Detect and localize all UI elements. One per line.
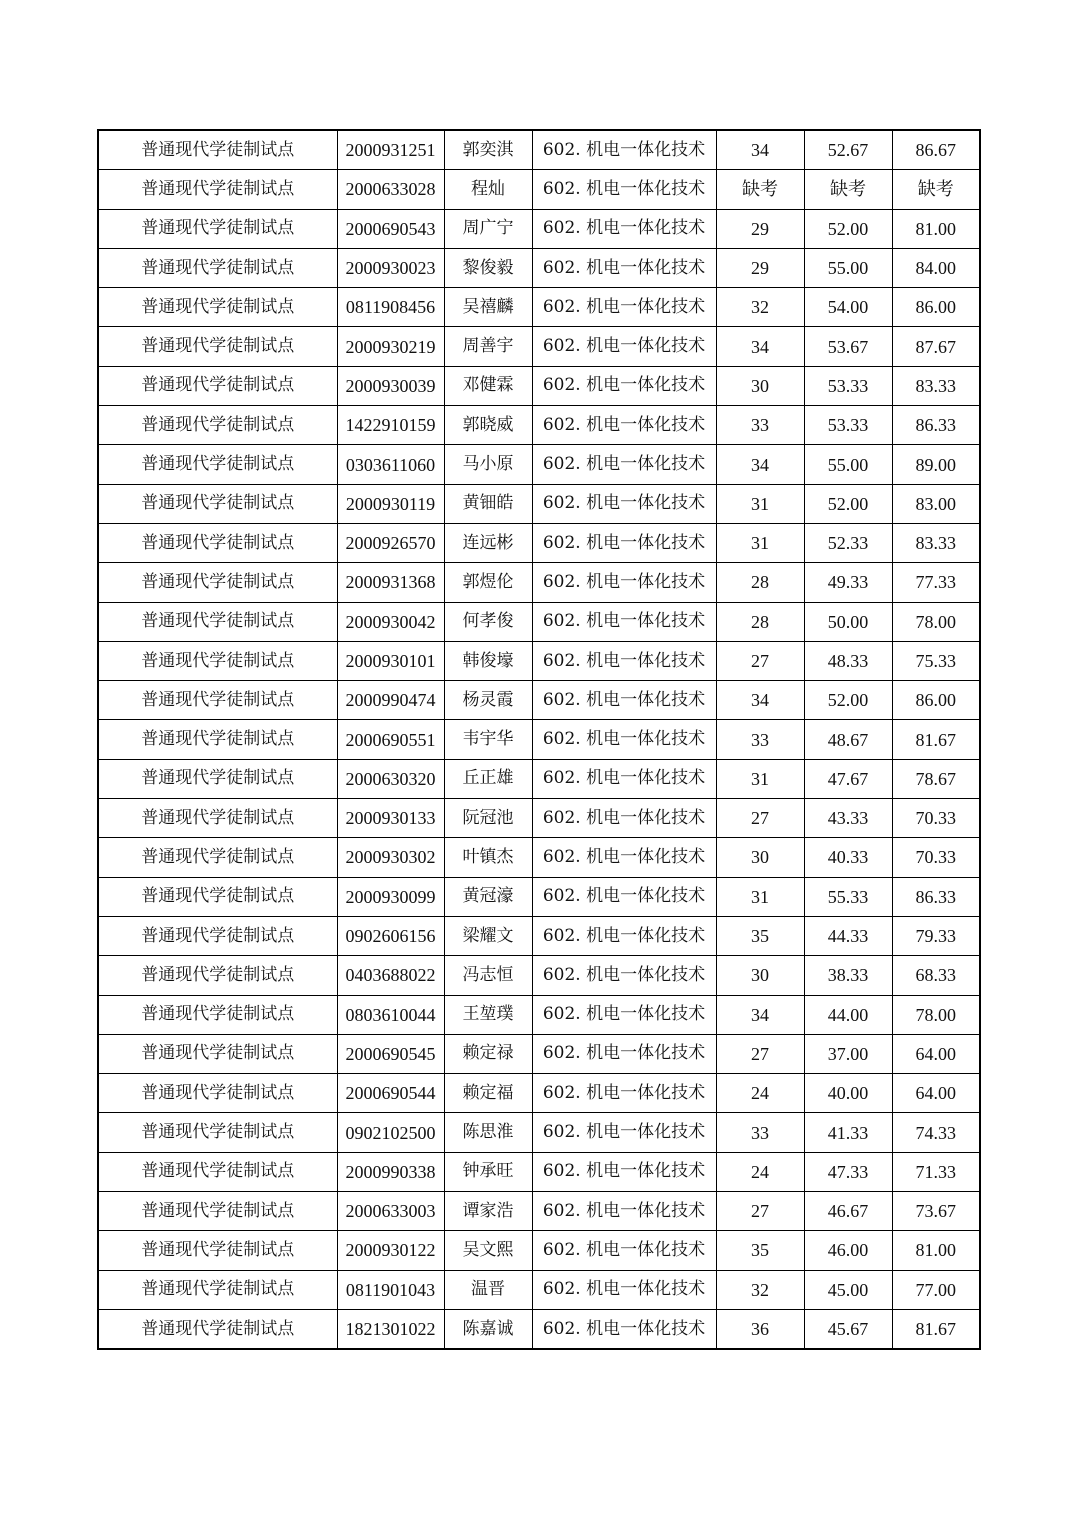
category-cell: 普通现代学徒制试点: [98, 248, 337, 287]
exam-id-cell: 0902606156: [337, 916, 444, 955]
category-cell: 普通现代学徒制试点: [98, 1192, 337, 1231]
name-cell: 钟承旺: [444, 1152, 532, 1191]
score-b-cell: 50.00: [804, 602, 892, 641]
major-cell: 602. 机电一体化技术: [532, 1152, 716, 1191]
exam-id-cell: 2000930219: [337, 327, 444, 366]
score-b-cell: 53.67: [804, 327, 892, 366]
score-b-cell: 37.00: [804, 1034, 892, 1073]
score-b-cell: 52.00: [804, 209, 892, 248]
total-cell: 81.00: [892, 209, 980, 248]
total-cell: 74.33: [892, 1113, 980, 1152]
total-cell: 86.67: [892, 130, 980, 170]
category-cell: 普通现代学徒制试点: [98, 1309, 337, 1349]
name-cell: 何孝俊: [444, 602, 532, 641]
name-cell: 丘正雄: [444, 759, 532, 798]
name-cell: 王堃璞: [444, 995, 532, 1034]
score-b-cell: 46.00: [804, 1231, 892, 1270]
table-row: [98, 681, 980, 720]
name-cell: 郭煜伦: [444, 563, 532, 602]
score-a-cell: 32: [716, 288, 804, 327]
category-cell: 普通现代学徒制试点: [98, 720, 337, 759]
category-cell: 普通现代学徒制试点: [98, 523, 337, 562]
total-cell: 73.67: [892, 1192, 980, 1231]
score-b-cell: 40.33: [804, 838, 892, 877]
score-a-cell: 缺考: [716, 170, 804, 209]
name-cell: 冯志恒: [444, 956, 532, 995]
category-cell: 普通现代学徒制试点: [98, 406, 337, 445]
exam-id-cell: 2000926570: [337, 523, 444, 562]
total-cell: 81.00: [892, 1231, 980, 1270]
name-cell: 赖定福: [444, 1074, 532, 1113]
score-a-cell: 35: [716, 916, 804, 955]
total-cell: 68.33: [892, 956, 980, 995]
score-b-cell: 45.00: [804, 1270, 892, 1309]
major-cell: 602. 机电一体化技术: [532, 1192, 716, 1231]
exam-id-cell: 2000930302: [337, 838, 444, 877]
total-cell: 71.33: [892, 1152, 980, 1191]
score-a-cell: 33: [716, 720, 804, 759]
total-cell: 78.00: [892, 995, 980, 1034]
score-a-cell: 34: [716, 445, 804, 484]
score-a-cell: 31: [716, 484, 804, 523]
table-row: [98, 563, 980, 602]
score-b-cell: 45.67: [804, 1309, 892, 1349]
category-cell: 普通现代学徒制试点: [98, 1152, 337, 1191]
table-row: [98, 1192, 980, 1231]
exam-id-cell: 2000930122: [337, 1231, 444, 1270]
exam-id-cell: 2000690545: [337, 1034, 444, 1073]
major-cell: 602. 机电一体化技术: [532, 170, 716, 209]
score-a-cell: 29: [716, 248, 804, 287]
table-row: [98, 1270, 980, 1309]
table-row: [98, 366, 980, 405]
table-row: [98, 1074, 980, 1113]
major-cell: 602. 机电一体化技术: [532, 916, 716, 955]
score-a-cell: 30: [716, 838, 804, 877]
category-cell: 普通现代学徒制试点: [98, 641, 337, 680]
table-row: [98, 641, 980, 680]
score-b-cell: 53.33: [804, 366, 892, 405]
exam-id-cell: 2000990474: [337, 681, 444, 720]
major-cell: 602. 机电一体化技术: [532, 209, 716, 248]
score-a-cell: 24: [716, 1074, 804, 1113]
table-row: [98, 248, 980, 287]
score-a-cell: 34: [716, 327, 804, 366]
name-cell: 马小原: [444, 445, 532, 484]
table-row: [98, 838, 980, 877]
major-cell: 602. 机电一体化技术: [532, 995, 716, 1034]
name-cell: 吴文熙: [444, 1231, 532, 1270]
name-cell: 杨灵霞: [444, 681, 532, 720]
total-cell: 86.00: [892, 288, 980, 327]
major-cell: 602. 机电一体化技术: [532, 1113, 716, 1152]
exam-id-cell: 2000633028: [337, 170, 444, 209]
total-cell: 79.33: [892, 916, 980, 955]
category-cell: 普通现代学徒制试点: [98, 995, 337, 1034]
score-a-cell: 28: [716, 563, 804, 602]
major-cell: 602. 机电一体化技术: [532, 1034, 716, 1073]
name-cell: 程灿: [444, 170, 532, 209]
total-cell: 84.00: [892, 248, 980, 287]
exam-id-cell: 2000930099: [337, 877, 444, 916]
major-cell: 602. 机电一体化技术: [532, 1270, 716, 1309]
major-cell: 602. 机电一体化技术: [532, 1309, 716, 1349]
score-b-cell: 53.33: [804, 406, 892, 445]
score-a-cell: 36: [716, 1309, 804, 1349]
total-cell: 83.33: [892, 366, 980, 405]
score-b-cell: 52.33: [804, 523, 892, 562]
score-a-cell: 32: [716, 1270, 804, 1309]
score-table: [97, 129, 981, 1350]
major-cell: 602. 机电一体化技术: [532, 445, 716, 484]
name-cell: 郭奕淇: [444, 130, 532, 170]
exam-id-cell: 0902102500: [337, 1113, 444, 1152]
table-row: [98, 288, 980, 327]
score-b-cell: 47.67: [804, 759, 892, 798]
total-cell: 86.33: [892, 406, 980, 445]
score-b-cell: 44.33: [804, 916, 892, 955]
score-a-cell: 31: [716, 523, 804, 562]
score-a-cell: 30: [716, 956, 804, 995]
score-a-cell: 34: [716, 995, 804, 1034]
table-row: [98, 995, 980, 1034]
major-cell: 602. 机电一体化技术: [532, 877, 716, 916]
name-cell: 周广宁: [444, 209, 532, 248]
score-b-cell: 46.67: [804, 1192, 892, 1231]
major-cell: 602. 机电一体化技术: [532, 956, 716, 995]
table-row: [98, 327, 980, 366]
major-cell: 602. 机电一体化技术: [532, 799, 716, 838]
total-cell: 83.00: [892, 484, 980, 523]
table-row: [98, 1231, 980, 1270]
category-cell: 普通现代学徒制试点: [98, 916, 337, 955]
table-row: [98, 406, 980, 445]
exam-id-cell: 2000990338: [337, 1152, 444, 1191]
score-b-cell: 41.33: [804, 1113, 892, 1152]
total-cell: 64.00: [892, 1074, 980, 1113]
major-cell: 602. 机电一体化技术: [532, 327, 716, 366]
exam-id-cell: 2000930101: [337, 641, 444, 680]
name-cell: 连远彬: [444, 523, 532, 562]
category-cell: 普通现代学徒制试点: [98, 1034, 337, 1073]
exam-id-cell: 2000930042: [337, 602, 444, 641]
table-row: [98, 1152, 980, 1191]
exam-id-cell: 0303611060: [337, 445, 444, 484]
score-a-cell: 35: [716, 1231, 804, 1270]
score-b-cell: 44.00: [804, 995, 892, 1034]
score-a-cell: 24: [716, 1152, 804, 1191]
category-cell: 普通现代学徒制试点: [98, 1270, 337, 1309]
score-b-cell: 55.33: [804, 877, 892, 916]
score-b-cell: 48.67: [804, 720, 892, 759]
category-cell: 普通现代学徒制试点: [98, 366, 337, 405]
category-cell: 普通现代学徒制试点: [98, 288, 337, 327]
major-cell: 602. 机电一体化技术: [532, 1231, 716, 1270]
total-cell: 77.33: [892, 563, 980, 602]
total-cell: 78.00: [892, 602, 980, 641]
category-cell: 普通现代学徒制试点: [98, 1113, 337, 1152]
category-cell: 普通现代学徒制试点: [98, 1074, 337, 1113]
category-cell: 普通现代学徒制试点: [98, 327, 337, 366]
category-cell: 普通现代学徒制试点: [98, 445, 337, 484]
name-cell: 阮冠池: [444, 799, 532, 838]
score-b-cell: 49.33: [804, 563, 892, 602]
table-row: [98, 799, 980, 838]
score-b-cell: 47.33: [804, 1152, 892, 1191]
table-row: [98, 170, 980, 209]
exam-id-cell: 2000690544: [337, 1074, 444, 1113]
category-cell: 普通现代学徒制试点: [98, 681, 337, 720]
table-row: [98, 209, 980, 248]
major-cell: 602. 机电一体化技术: [532, 366, 716, 405]
score-a-cell: 27: [716, 1192, 804, 1231]
name-cell: 叶镇杰: [444, 838, 532, 877]
total-cell: 64.00: [892, 1034, 980, 1073]
name-cell: 梁耀文: [444, 916, 532, 955]
exam-id-cell: 2000930039: [337, 366, 444, 405]
score-b-cell: 55.00: [804, 248, 892, 287]
total-cell: 89.00: [892, 445, 980, 484]
table-row: [98, 956, 980, 995]
score-b-cell: 40.00: [804, 1074, 892, 1113]
table-row: [98, 1309, 980, 1349]
total-cell: 87.67: [892, 327, 980, 366]
major-cell: 602. 机电一体化技术: [532, 523, 716, 562]
table-row: [98, 602, 980, 641]
major-cell: 602. 机电一体化技术: [532, 602, 716, 641]
score-b-cell: 55.00: [804, 445, 892, 484]
name-cell: 韦宇华: [444, 720, 532, 759]
table-row: [98, 1113, 980, 1152]
score-a-cell: 29: [716, 209, 804, 248]
exam-id-cell: 2000633003: [337, 1192, 444, 1231]
name-cell: 韩俊壕: [444, 641, 532, 680]
major-cell: 602. 机电一体化技术: [532, 681, 716, 720]
table-row: [98, 523, 980, 562]
exam-id-cell: 2000630320: [337, 759, 444, 798]
exam-id-cell: 2000930133: [337, 799, 444, 838]
name-cell: 陈嘉诚: [444, 1309, 532, 1349]
exam-id-cell: 0403688022: [337, 956, 444, 995]
score-b-cell: 52.00: [804, 681, 892, 720]
major-cell: 602. 机电一体化技术: [532, 130, 716, 170]
category-cell: 普通现代学徒制试点: [98, 170, 337, 209]
exam-id-cell: 1422910159: [337, 406, 444, 445]
name-cell: 周善宇: [444, 327, 532, 366]
score-a-cell: 33: [716, 1113, 804, 1152]
total-cell: 缺考: [892, 170, 980, 209]
table-row: [98, 445, 980, 484]
major-cell: 602. 机电一体化技术: [532, 641, 716, 680]
major-cell: 602. 机电一体化技术: [532, 563, 716, 602]
exam-id-cell: 2000690543: [337, 209, 444, 248]
major-cell: 602. 机电一体化技术: [532, 838, 716, 877]
score-a-cell: 27: [716, 1034, 804, 1073]
name-cell: 温晋: [444, 1270, 532, 1309]
score-a-cell: 34: [716, 130, 804, 170]
total-cell: 78.67: [892, 759, 980, 798]
score-b-cell: 48.33: [804, 641, 892, 680]
score-b-cell: 43.33: [804, 799, 892, 838]
exam-id-cell: 2000931251: [337, 130, 444, 170]
score-a-cell: 27: [716, 641, 804, 680]
exam-id-cell: 0811901043: [337, 1270, 444, 1309]
table-row: [98, 484, 980, 523]
name-cell: 邓健霖: [444, 366, 532, 405]
score-a-cell: 30: [716, 366, 804, 405]
major-cell: 602. 机电一体化技术: [532, 759, 716, 798]
category-cell: 普通现代学徒制试点: [98, 209, 337, 248]
name-cell: 郭晓威: [444, 406, 532, 445]
table-row: [98, 1034, 980, 1073]
score-a-cell: 27: [716, 799, 804, 838]
score-b-cell: 52.67: [804, 130, 892, 170]
category-cell: 普通现代学徒制试点: [98, 838, 337, 877]
category-cell: 普通现代学徒制试点: [98, 799, 337, 838]
table-row: [98, 759, 980, 798]
name-cell: 黄钿皓: [444, 484, 532, 523]
score-a-cell: 31: [716, 759, 804, 798]
score-a-cell: 34: [716, 681, 804, 720]
category-cell: 普通现代学徒制试点: [98, 563, 337, 602]
total-cell: 86.00: [892, 681, 980, 720]
name-cell: 谭家浩: [444, 1192, 532, 1231]
table-row: [98, 720, 980, 759]
name-cell: 赖定禄: [444, 1034, 532, 1073]
total-cell: 70.33: [892, 838, 980, 877]
exam-id-cell: 2000930023: [337, 248, 444, 287]
category-cell: 普通现代学徒制试点: [98, 130, 337, 170]
name-cell: 黄冠濠: [444, 877, 532, 916]
category-cell: 普通现代学徒制试点: [98, 1231, 337, 1270]
exam-id-cell: 1821301022: [337, 1309, 444, 1349]
table-row: [98, 916, 980, 955]
category-cell: 普通现代学徒制试点: [98, 877, 337, 916]
score-a-cell: 33: [716, 406, 804, 445]
total-cell: 77.00: [892, 1270, 980, 1309]
score-b-cell: 缺考: [804, 170, 892, 209]
total-cell: 83.33: [892, 523, 980, 562]
major-cell: 602. 机电一体化技术: [532, 248, 716, 287]
major-cell: 602. 机电一体化技术: [532, 720, 716, 759]
total-cell: 81.67: [892, 1309, 980, 1349]
category-cell: 普通现代学徒制试点: [98, 759, 337, 798]
category-cell: 普通现代学徒制试点: [98, 602, 337, 641]
major-cell: 602. 机电一体化技术: [532, 484, 716, 523]
score-a-cell: 31: [716, 877, 804, 916]
name-cell: 黎俊毅: [444, 248, 532, 287]
major-cell: 602. 机电一体化技术: [532, 288, 716, 327]
total-cell: 86.33: [892, 877, 980, 916]
total-cell: 75.33: [892, 641, 980, 680]
name-cell: 陈思淮: [444, 1113, 532, 1152]
exam-id-cell: 2000931368: [337, 563, 444, 602]
total-cell: 81.67: [892, 720, 980, 759]
category-cell: 普通现代学徒制试点: [98, 956, 337, 995]
major-cell: 602. 机电一体化技术: [532, 406, 716, 445]
score-a-cell: 28: [716, 602, 804, 641]
table-row: [98, 130, 980, 170]
exam-id-cell: 0811908456: [337, 288, 444, 327]
exam-id-cell: 2000690551: [337, 720, 444, 759]
score-table-body: [98, 130, 980, 1349]
table-row: [98, 877, 980, 916]
score-b-cell: 38.33: [804, 956, 892, 995]
total-cell: 70.33: [892, 799, 980, 838]
major-cell: 602. 机电一体化技术: [532, 1074, 716, 1113]
category-cell: 普通现代学徒制试点: [98, 484, 337, 523]
score-b-cell: 52.00: [804, 484, 892, 523]
name-cell: 吴禧麟: [444, 288, 532, 327]
score-b-cell: 54.00: [804, 288, 892, 327]
exam-id-cell: 2000930119: [337, 484, 444, 523]
exam-id-cell: 0803610044: [337, 995, 444, 1034]
